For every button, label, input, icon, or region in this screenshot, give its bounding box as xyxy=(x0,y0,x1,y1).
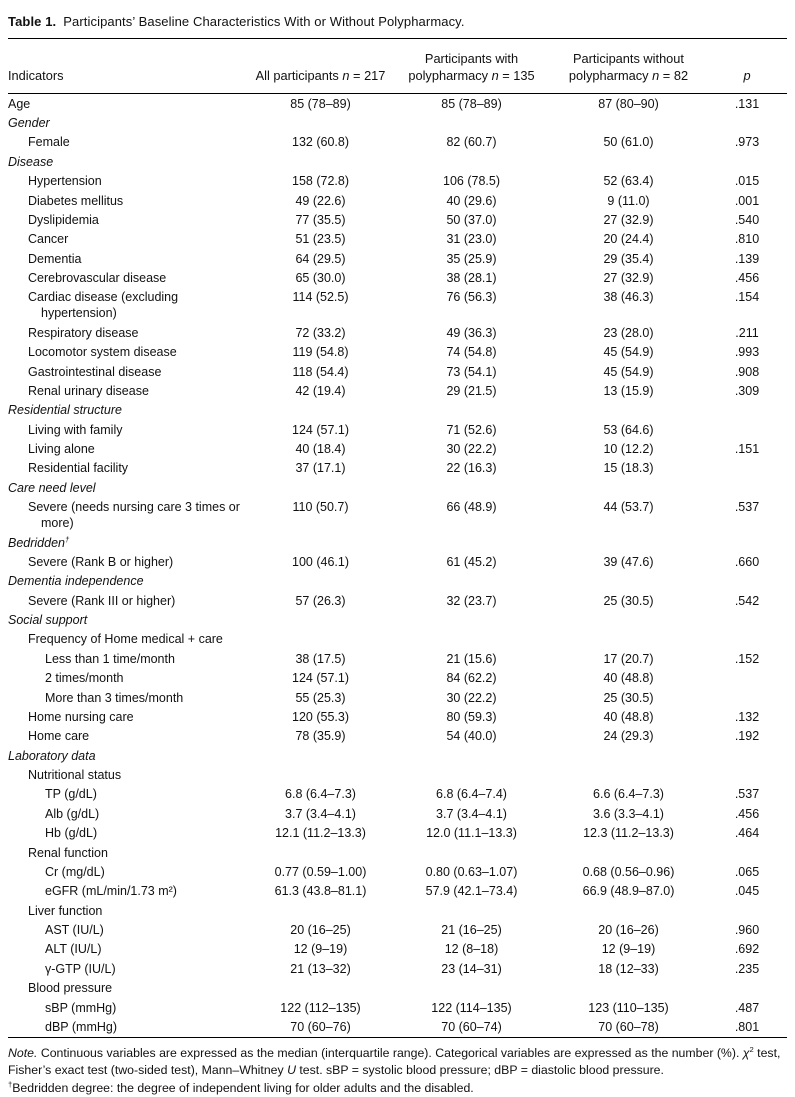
value-cell: 40 (48.8) xyxy=(603,671,654,686)
value-cell xyxy=(248,113,393,132)
row-label: Severe (needs nursing care 3 times or more) xyxy=(28,500,240,531)
row-label: Social support xyxy=(8,613,88,628)
value-cell: 38 (17.5) xyxy=(295,651,346,666)
row-label: ALT (IU/L) xyxy=(45,942,102,957)
value-cell xyxy=(248,152,393,171)
row-label: Gastrointestinal disease xyxy=(28,364,162,379)
row-label: Liver function xyxy=(28,903,103,918)
value-cell: 124 (57.1) xyxy=(292,671,349,686)
value-cell: 122 (112–135) xyxy=(280,1000,361,1015)
value-cell: 20 (16–25) xyxy=(290,923,351,938)
row-label: sBP (mmHg) xyxy=(45,1000,117,1015)
value-cell xyxy=(550,113,707,132)
column-header-with-polypharmacy: Participants with polypharmacy n = 135 xyxy=(393,39,550,94)
row-label: Cr (mg/dL) xyxy=(45,864,105,879)
row-label: Locomotor system disease xyxy=(28,345,177,360)
value-cell: 65 (30.0) xyxy=(295,271,346,286)
p-value-cell: .692 xyxy=(734,942,760,957)
row-label: Alb (g/dL) xyxy=(45,806,100,821)
value-cell xyxy=(393,152,550,171)
value-cell xyxy=(550,572,707,591)
value-cell: 9 (11.0) xyxy=(607,193,650,208)
value-cell: 6.6 (6.4–7.3) xyxy=(593,787,664,802)
p-value-cell xyxy=(707,901,787,920)
value-cell xyxy=(393,113,550,132)
table-section-row xyxy=(8,765,787,784)
value-cell xyxy=(248,610,393,629)
value-cell: 84 (62.2) xyxy=(446,671,497,686)
row-label: Renal urinary disease xyxy=(28,383,149,398)
table-row xyxy=(8,420,787,439)
value-cell: 76 (56.3) xyxy=(446,290,497,305)
table-row xyxy=(8,133,787,152)
table-section-row xyxy=(8,610,787,629)
value-cell: 74 (54.8) xyxy=(446,345,497,360)
p-value-cell xyxy=(707,630,787,649)
value-cell xyxy=(550,401,707,420)
value-cell xyxy=(393,765,550,784)
table-row xyxy=(8,191,787,210)
value-cell: 20 (24.4) xyxy=(603,232,654,247)
row-label: Hypertension xyxy=(28,174,102,189)
value-cell: 24 (29.3) xyxy=(603,729,654,744)
table-section-row xyxy=(8,478,787,497)
table-row xyxy=(8,649,787,668)
p-value-cell: .810 xyxy=(734,232,760,247)
row-label: Dementia independence xyxy=(8,574,144,589)
value-cell: 85 (78–89) xyxy=(441,96,502,111)
value-cell xyxy=(393,979,550,998)
table-section-row xyxy=(8,979,787,998)
table-section-row xyxy=(8,843,787,862)
value-cell: 50 (61.0) xyxy=(603,135,654,150)
p-value-cell: .045 xyxy=(734,884,760,899)
value-cell xyxy=(393,478,550,497)
value-cell: 114 (52.5) xyxy=(292,290,349,305)
p-value-cell: .960 xyxy=(734,923,760,938)
value-cell xyxy=(550,843,707,862)
value-cell xyxy=(550,746,707,765)
p-value-cell xyxy=(707,478,787,497)
row-label: Less than 1 time/month xyxy=(45,651,175,666)
row-label: Disease xyxy=(8,154,54,169)
value-cell xyxy=(248,572,393,591)
value-cell: 0.80 (0.63–1.07) xyxy=(425,864,518,879)
value-cell: 100 (46.1) xyxy=(292,554,349,569)
value-cell xyxy=(248,765,393,784)
value-cell xyxy=(393,533,550,552)
table-row xyxy=(8,439,787,458)
value-cell: 78 (35.9) xyxy=(295,729,346,744)
row-label: eGFR (mL/min/1.73 m²) xyxy=(45,884,177,899)
value-cell: 3.7 (3.4–4.1) xyxy=(436,806,507,821)
value-cell: 31 (23.0) xyxy=(446,232,497,247)
value-cell: 17 (20.7) xyxy=(603,651,654,666)
value-cell: 30 (22.2) xyxy=(446,690,497,705)
p-value-cell: .464 xyxy=(734,826,760,841)
table-row xyxy=(8,669,787,688)
row-label: Hb (g/dL) xyxy=(45,826,98,841)
p-value-cell: .065 xyxy=(734,864,760,879)
value-cell: 45 (54.9) xyxy=(603,364,654,379)
table-row xyxy=(8,288,787,323)
row-label: Laboratory data xyxy=(8,748,96,763)
p-value-cell: .192 xyxy=(734,729,760,744)
value-cell: 57.9 (42.1–73.4) xyxy=(425,884,518,899)
column-header-without-polypharmacy: Participants without polypharmacy n = 82 xyxy=(550,39,707,94)
value-cell: 66 (48.9) xyxy=(446,500,497,515)
value-cell: 12 (9–19) xyxy=(601,942,656,957)
value-cell xyxy=(393,572,550,591)
p-value-cell: .542 xyxy=(734,593,760,608)
value-cell: 61.3 (43.8–81.1) xyxy=(274,884,367,899)
column-header-all-participants: All participants n = 217 xyxy=(248,39,393,94)
value-cell: 29 (35.4) xyxy=(603,251,654,266)
p-value-cell xyxy=(707,746,787,765)
value-cell: 57 (26.3) xyxy=(295,593,346,608)
table-body xyxy=(8,94,787,1038)
value-cell: 0.77 (0.59–1.00) xyxy=(274,864,367,879)
value-cell: 21 (16–25) xyxy=(441,923,502,938)
table-section-row xyxy=(8,630,787,649)
table-section-row xyxy=(8,152,787,171)
value-cell: 132 (60.8) xyxy=(292,135,349,150)
value-cell: 21 (13–32) xyxy=(290,961,351,976)
p-value-cell: .001 xyxy=(734,193,760,208)
value-cell: 61 (45.2) xyxy=(446,554,497,569)
p-value-cell xyxy=(707,688,787,707)
value-cell: 50 (37.0) xyxy=(446,212,497,227)
table-row xyxy=(8,1017,787,1037)
table-row xyxy=(8,323,787,342)
row-label: Residential structure xyxy=(8,403,122,418)
value-cell: 29 (21.5) xyxy=(446,383,497,398)
p-value-cell: .908 xyxy=(734,364,760,379)
row-label: dBP (mmHg) xyxy=(45,1019,118,1034)
value-cell: 40 (18.4) xyxy=(295,442,346,457)
table-row xyxy=(8,268,787,287)
p-value-cell: .152 xyxy=(734,651,760,666)
row-label: TP (g/dL) xyxy=(45,787,97,802)
p-value-cell xyxy=(707,572,787,591)
value-cell: 70 (60–78) xyxy=(598,1019,659,1034)
row-label: Bedridden† xyxy=(8,534,70,550)
value-cell: 12.0 (11.1–13.3) xyxy=(426,826,517,841)
row-label: Home nursing care xyxy=(28,709,134,724)
table-row xyxy=(8,498,787,533)
value-cell: 12 (9–19) xyxy=(293,942,348,957)
table-section-row xyxy=(8,533,787,552)
row-label: Renal function xyxy=(28,845,108,860)
p-value-cell xyxy=(707,401,787,420)
value-cell: 66.9 (48.9–87.0) xyxy=(582,884,675,899)
value-cell: 49 (36.3) xyxy=(446,325,497,340)
row-label: Nutritional status xyxy=(28,768,122,783)
column-header-p-value: p xyxy=(707,39,787,94)
table-row xyxy=(8,882,787,901)
row-label: Living alone xyxy=(28,442,95,457)
p-value-cell: .015 xyxy=(734,174,760,189)
value-cell xyxy=(550,478,707,497)
value-cell: 25 (30.5) xyxy=(603,593,654,608)
value-cell xyxy=(393,843,550,862)
value-cell: 124 (57.1) xyxy=(292,422,349,437)
table-row xyxy=(8,998,787,1017)
p-value-cell: .973 xyxy=(734,135,760,150)
table-row xyxy=(8,727,787,746)
value-cell xyxy=(248,746,393,765)
value-cell: 40 (29.6) xyxy=(446,193,497,208)
table-section-row xyxy=(8,901,787,920)
p-value-cell: .139 xyxy=(734,251,760,266)
value-cell xyxy=(248,979,393,998)
row-label: Gender xyxy=(8,116,50,131)
row-label: Frequency of Home medical + care xyxy=(28,632,223,647)
row-label: Cancer xyxy=(28,232,69,247)
table-row xyxy=(8,920,787,939)
p-value-cell: .154 xyxy=(734,290,760,305)
value-cell: 27 (32.9) xyxy=(603,212,654,227)
value-cell: 49 (22.6) xyxy=(295,193,346,208)
value-cell xyxy=(248,843,393,862)
table-row xyxy=(8,94,787,114)
value-cell: 45 (54.9) xyxy=(603,345,654,360)
row-label: Blood pressure xyxy=(28,981,113,996)
value-cell xyxy=(393,901,550,920)
value-cell: 13 (15.9) xyxy=(603,383,654,398)
value-cell xyxy=(550,152,707,171)
p-value-cell xyxy=(707,459,787,478)
table-section-row xyxy=(8,746,787,765)
value-cell xyxy=(550,979,707,998)
value-cell: 18 (12–33) xyxy=(598,961,659,976)
table-row xyxy=(8,381,787,400)
value-cell: 20 (16–26) xyxy=(598,923,659,938)
row-label: Severe (Rank B or higher) xyxy=(28,554,174,569)
value-cell: 118 (54.4) xyxy=(292,364,349,379)
value-cell: 123 (110–135) xyxy=(588,1000,669,1015)
value-cell: 0.68 (0.56–0.96) xyxy=(582,864,675,879)
row-label: Dyslipidemia xyxy=(28,212,99,227)
value-cell: 6.8 (6.4–7.3) xyxy=(285,787,356,802)
p-value-cell xyxy=(707,420,787,439)
value-cell xyxy=(550,901,707,920)
p-value-cell: .456 xyxy=(734,271,760,286)
p-value-cell: .132 xyxy=(734,709,760,724)
table-row xyxy=(8,172,787,191)
row-label: Care need level xyxy=(8,480,96,495)
value-cell: 51 (23.5) xyxy=(295,232,346,247)
table-section-row xyxy=(8,113,787,132)
value-cell: 80 (59.3) xyxy=(446,709,497,724)
p-value-cell xyxy=(707,765,787,784)
table-row xyxy=(8,343,787,362)
value-cell: 53 (64.6) xyxy=(603,422,654,437)
table-row xyxy=(8,959,787,978)
row-label: Cerebrovascular disease xyxy=(28,271,167,286)
value-cell: 38 (28.1) xyxy=(446,271,497,286)
value-cell: 87 (80–90) xyxy=(598,96,659,111)
value-cell: 12 (8–18) xyxy=(444,942,499,957)
value-cell: 73 (54.1) xyxy=(446,364,497,379)
value-cell: 3.6 (3.3–4.1) xyxy=(593,806,664,821)
table-row xyxy=(8,824,787,843)
value-cell xyxy=(393,746,550,765)
table-row xyxy=(8,552,787,571)
p-value-cell: .537 xyxy=(734,787,760,802)
p-value-cell xyxy=(707,152,787,171)
table-row xyxy=(8,459,787,478)
value-cell xyxy=(550,630,707,649)
value-cell: 106 (78.5) xyxy=(443,174,500,189)
table-row xyxy=(8,940,787,959)
table-header-row xyxy=(8,39,787,94)
p-value-cell: .487 xyxy=(734,1000,760,1015)
value-cell: 38 (46.3) xyxy=(603,290,654,305)
value-cell: 42 (19.4) xyxy=(295,383,346,398)
note-general: Note. Continuous variables are expressed as the median (interquartile range). Categorical variables are expressed as the number (%). $\chi^2$ test, Fisher’s exact test (two-sided test), Mann–Whitney U test. sBP = systolic blood pressure; dBP = diastolic blood pressure. xyxy=(8,1044,781,1078)
value-cell xyxy=(550,765,707,784)
table-section-row xyxy=(8,572,787,591)
baseline-characteristics-table xyxy=(8,38,787,1038)
row-label: Residential facility xyxy=(28,461,129,476)
value-cell xyxy=(248,630,393,649)
value-cell: 64 (29.5) xyxy=(295,251,346,266)
table-section-row xyxy=(8,401,787,420)
row-label: Cardiac disease (excluding hypertension) xyxy=(28,290,179,321)
value-cell: 44 (53.7) xyxy=(603,500,654,515)
value-cell: 122 (114–135) xyxy=(431,1000,512,1015)
value-cell: 25 (30.5) xyxy=(603,690,654,705)
value-cell: 35 (25.9) xyxy=(446,251,497,266)
row-label: γ-GTP (IU/L) xyxy=(45,961,116,976)
table-row xyxy=(8,362,787,381)
row-label: Living with family xyxy=(28,422,123,437)
value-cell: 10 (12.2) xyxy=(603,442,654,457)
value-cell: 54 (40.0) xyxy=(446,729,497,744)
p-value-cell: .660 xyxy=(734,554,760,569)
value-cell: 12.3 (11.2–13.3) xyxy=(583,826,674,841)
value-cell: 32 (23.7) xyxy=(446,593,497,608)
row-label: Respiratory disease xyxy=(28,325,139,340)
p-value-cell xyxy=(707,113,787,132)
value-cell: 6.8 (6.4–7.4) xyxy=(436,787,507,802)
table-notes xyxy=(8,1038,787,1097)
p-value-cell: .456 xyxy=(734,806,760,821)
value-cell xyxy=(550,610,707,629)
value-cell xyxy=(550,533,707,552)
value-cell: 71 (52.6) xyxy=(446,422,497,437)
value-cell: 39 (47.6) xyxy=(603,554,654,569)
value-cell: 3.7 (3.4–4.1) xyxy=(285,806,356,821)
value-cell: 158 (72.8) xyxy=(292,174,349,189)
row-label: Dementia xyxy=(28,251,82,266)
table-row xyxy=(8,210,787,229)
value-cell xyxy=(393,401,550,420)
value-cell: 82 (60.7) xyxy=(446,135,497,150)
p-value-cell xyxy=(707,979,787,998)
value-cell: 77 (35.5) xyxy=(295,212,346,227)
row-label: Age xyxy=(8,96,31,111)
note-bedridden: †Bedridden degree: the degree of independent living for older adults and the disabled. xyxy=(8,1079,474,1095)
value-cell: 12.1 (11.2–13.3) xyxy=(275,826,366,841)
value-cell: 21 (15.6) xyxy=(446,651,497,666)
value-cell: 27 (32.9) xyxy=(603,271,654,286)
table-row xyxy=(8,804,787,823)
value-cell xyxy=(248,478,393,497)
value-cell xyxy=(393,610,550,629)
value-cell: 40 (48.8) xyxy=(603,709,654,724)
row-label: Diabetes mellitus xyxy=(28,193,124,208)
p-value-cell xyxy=(707,669,787,688)
row-label: More than 3 times/month xyxy=(45,690,184,705)
p-value-cell: .151 xyxy=(734,442,760,457)
p-value-cell: .235 xyxy=(734,961,760,976)
row-label: Female xyxy=(28,135,70,150)
p-value-cell xyxy=(707,843,787,862)
row-label: Home care xyxy=(28,729,90,744)
p-value-cell: .993 xyxy=(734,345,760,360)
table-title-text: Participants’ Baseline Characteristics With or Without Polypharmacy. xyxy=(63,14,465,29)
row-label: Severe (Rank III or higher) xyxy=(28,593,176,608)
value-cell: 15 (18.3) xyxy=(603,461,654,476)
p-value-cell xyxy=(707,533,787,552)
p-value-cell: .309 xyxy=(734,383,760,398)
value-cell: 70 (60–76) xyxy=(290,1019,351,1034)
table-row xyxy=(8,688,787,707)
value-cell xyxy=(393,630,550,649)
row-label: AST (IU/L) xyxy=(45,923,104,938)
value-cell: 55 (25.3) xyxy=(295,690,346,705)
table-row xyxy=(8,249,787,268)
value-cell: 30 (22.2) xyxy=(446,442,497,457)
p-value-cell: .537 xyxy=(734,500,760,515)
p-value-cell: .540 xyxy=(734,212,760,227)
row-label: 2 times/month xyxy=(45,671,124,686)
value-cell: 85 (78–89) xyxy=(290,96,351,111)
table-number-label: Table 1. xyxy=(8,14,57,29)
value-cell xyxy=(248,401,393,420)
value-cell: 23 (28.0) xyxy=(603,325,654,340)
table-row xyxy=(8,785,787,804)
value-cell xyxy=(248,901,393,920)
table-title xyxy=(8,6,787,38)
table-row xyxy=(8,230,787,249)
value-cell: 120 (55.3) xyxy=(292,709,349,724)
p-value-cell xyxy=(707,610,787,629)
value-cell: 23 (14–31) xyxy=(441,961,502,976)
value-cell: 119 (54.8) xyxy=(292,345,349,360)
value-cell: 37 (17.1) xyxy=(295,461,346,476)
value-cell: 72 (33.2) xyxy=(295,325,346,340)
p-value-cell: .211 xyxy=(735,325,759,340)
column-header-indicators: Indicators xyxy=(8,39,248,94)
value-cell: 52 (63.4) xyxy=(603,174,654,189)
value-cell: 110 (50.7) xyxy=(292,500,349,515)
table-row xyxy=(8,707,787,726)
value-cell: 70 (60–74) xyxy=(441,1019,502,1034)
value-cell: 22 (16.3) xyxy=(446,461,497,476)
value-cell xyxy=(248,533,393,552)
table-row xyxy=(8,862,787,881)
p-value-cell: .801 xyxy=(734,1019,760,1034)
table-row xyxy=(8,591,787,610)
p-value-cell: .131 xyxy=(734,96,760,111)
